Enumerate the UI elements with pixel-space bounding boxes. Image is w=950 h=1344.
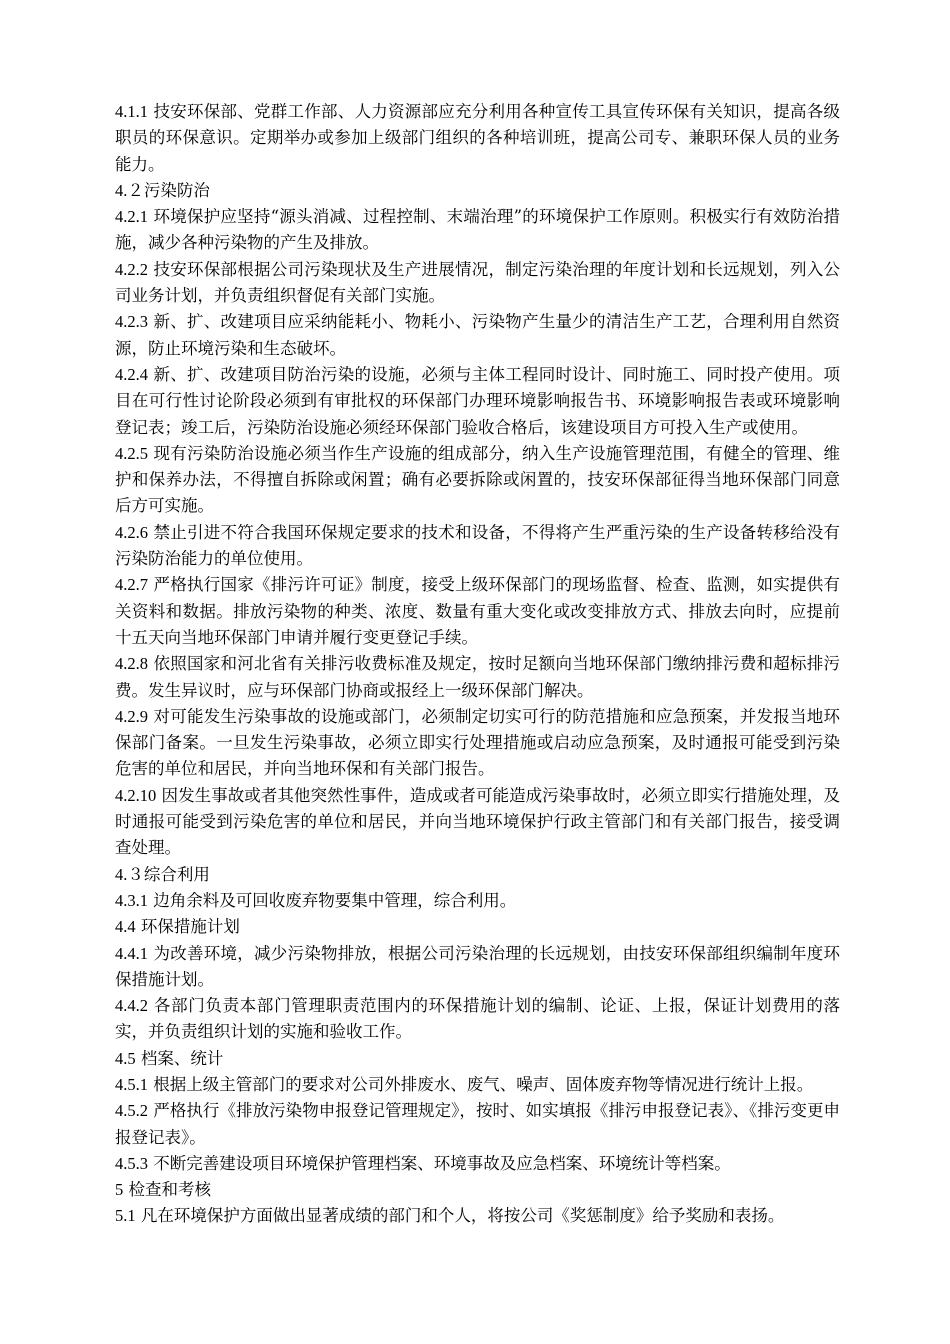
heading-text: 环保措施计划	[140, 917, 240, 937]
heading-text: 污染防治	[143, 180, 210, 200]
document-body	[115, 99, 840, 1230]
section-number: 4.5	[115, 1048, 136, 1068]
section-number: 4.4.2	[115, 996, 148, 1016]
paragraph-text: 环境保护应坚持“源头消减、过程控制、末端治理”的环境保护工作原则。积极实行有效防治措施，减少各种污染物的产生及排放。	[115, 207, 840, 253]
paragraph-4-2-6	[115, 520, 840, 573]
paragraph-text: 严格执行《排放污染物申报登记管理规定》，按时、如实填报《排污申报登记表》、《排污变更申报登记表》。	[115, 1101, 841, 1147]
section-number: 4.2.7	[115, 575, 148, 595]
paragraph-4-2-5	[115, 441, 840, 520]
paragraph-4-2-2	[115, 257, 840, 310]
paragraph-4-1-1	[115, 99, 840, 178]
section-number: 4.３	[115, 864, 144, 884]
paragraph-text: 凡在环境保护方面做出显著成绩的部门和个人，将按公司《奖惩制度》给予奖励和表扬。	[140, 1206, 785, 1226]
paragraph-4-5-1	[115, 1072, 840, 1098]
paragraph-4-5-3	[115, 1151, 840, 1177]
paragraph-text: 对可能发生污染事故的设施或部门，必须制定切实可行的防范措施和应急预案，并发报当地环保部门备案。一旦发生污染事故，必须立即实行处理措施或启动应急预案，及时通报可能受到污染危害的单位和居民，并向当地环保和有关部门报告。	[115, 706, 840, 779]
section-number: 5	[115, 1180, 124, 1200]
section-number: 4.2.2	[115, 259, 148, 279]
paragraph-text: 现有污染防治设施必须当作生产设施的组成部分，纳入生产设施管理范围，有健全的管理、维护和保养办法，不得擅自拆除或闲置；确有必要拆除或闲置的，技安环保部征得当地环保部门同意后方可实施。	[115, 443, 840, 516]
heading-text: 检查和考核	[128, 1180, 211, 1200]
section-number: 5.1	[115, 1206, 136, 1226]
heading-4-4	[115, 914, 840, 940]
section-number: 4.２	[115, 180, 144, 200]
paragraph-text: 不断完善建设项目环境保护管理档案、环境事故及应急档案、环境统计等档案。	[153, 1153, 731, 1173]
paragraph-text: 禁止引进不符合我国环保规定要求的技术和设备，不得将产生严重污染的生产设备转移给没有污染防治能力的单位使用。	[115, 522, 840, 569]
paragraph-text: 根据上级主管部门的要求对公司外排废水、废气、噪声、固体废弃物等情况进行统计上报。	[153, 1074, 814, 1094]
paragraph-4-2-10	[115, 783, 840, 862]
paragraph-text: 因发生事故或者其他突然性事件，造成或者可能造成污染事故时，必须立即实行措施处理，及时通报可能受到污染危害的单位和居民，并向当地环境保护行政主管部门和有关部门报告，接受调查处理。	[115, 785, 840, 858]
heading-4-2	[115, 178, 840, 204]
section-number: 4.2.9	[115, 706, 148, 726]
paragraph-text: 新、扩、改建项目应采纳能耗小、物耗小、污染物产生量少的清洁生产工艺，合理利用自然资源，防止环境污染和生态破坏。	[115, 312, 840, 358]
paragraph-4-2-4	[115, 362, 840, 441]
paragraph-text: 各部门负责本部门管理职责范围内的环保措施计划的编制、论证、上报，保证计划费用的落实，并负责组织计划的实施和验收工作。	[115, 996, 841, 1042]
paragraph-4-2-1	[115, 204, 840, 257]
section-number: 4.3.1	[115, 890, 148, 910]
paragraph-4-2-9	[115, 704, 840, 783]
heading-5	[115, 1177, 840, 1203]
paragraph-4-2-7	[115, 572, 840, 651]
paragraph-text: 依照国家和河北省有关排污收费标准及规定，按时足额向当地环保部门缴纳排污费和超标排污费。发生异议时，应与环保部门协商或报经上一级环保部门解决。	[115, 654, 840, 700]
paragraph-4-4-2	[115, 993, 840, 1046]
heading-text: 综合利用	[143, 864, 210, 884]
paragraph-text: 边角余料及可回收废弃物要集中管理，综合利用。	[153, 890, 517, 910]
paragraph-4-2-3	[115, 309, 840, 362]
paragraph-4-5-2	[115, 1098, 840, 1151]
section-number: 4.2.3	[115, 312, 148, 332]
paragraph-text: 严格执行国家《排污许可证》制度，接受上级环保部门的现场监督、检查、监测，如实提供有关资料和数据。排放污染物的种类、浓度、数量有重大变化或改变排放方式、排放去向时，应提前十五天向当地环保部门申请并履行变更登记手续。	[115, 575, 840, 647]
paragraph-4-2-8	[115, 651, 840, 704]
section-number: 4.4.1	[115, 943, 148, 963]
section-number: 4.2.10	[115, 785, 157, 805]
paragraph-4-4-1	[115, 941, 840, 994]
paragraph-text: 为改善环境，减少污染物排放，根据公司污染治理的长远规划，由技安环保部组织编制年度环保措施计划。	[115, 943, 840, 989]
section-number: 4.1.1	[115, 102, 148, 121]
paragraph-text: 技安环保部、党群工作部、人力资源部应充分利用各种宣传工具宣传环保有关知识，提高各级职员的环保意识。定期举办或参加上级部门组织的各种培训班，提高公司专、兼职环保人员的业务能力。	[115, 102, 840, 174]
paragraph-text: 新、扩、改建项目防治污染的设施，必须与主体工程同时设计、同时施工、同时投产使用。项目在可行性讨论阶段必须到有审批权的环保部门办理环境影响报告书、环境影响报告表或环境影响登记表；竣工后，污染防治设施必须经环保部门验收合格后，该建设项目方可投入生产或使用。	[115, 364, 840, 437]
heading-text: 档案、统计	[140, 1048, 224, 1068]
section-number: 4.2.8	[115, 654, 148, 674]
section-number: 4.2.1	[115, 207, 148, 227]
paragraph-text: 技安环保部根据公司污染现状及生产进展情况，制定污染治理的年度计划和长远规划，列入公司业务计划，并负责组织督促有关部门实施。	[115, 259, 840, 306]
heading-4-5	[115, 1046, 840, 1072]
section-number: 4.2.5	[115, 443, 148, 463]
section-number: 4.2.4	[115, 364, 148, 384]
section-number: 4.5.3	[115, 1153, 148, 1173]
paragraph-4-3-1	[115, 888, 840, 914]
section-number: 4.2.6	[115, 522, 148, 542]
section-number: 4.5.2	[115, 1101, 148, 1121]
section-number: 4.5.1	[115, 1074, 148, 1094]
heading-4-3	[115, 862, 840, 888]
paragraph-5-1	[115, 1203, 840, 1229]
section-number: 4.4	[115, 917, 136, 937]
